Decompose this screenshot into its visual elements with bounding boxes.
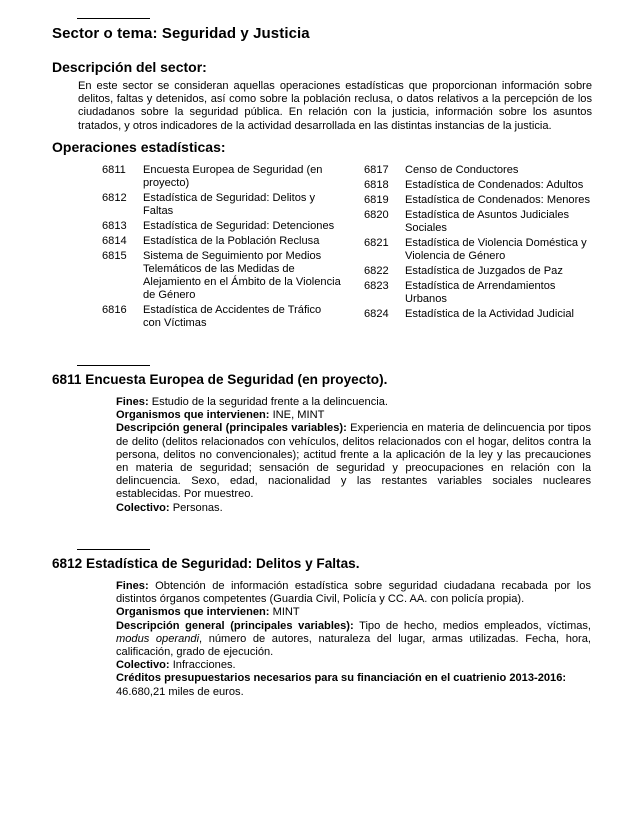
operation-item [102, 164, 342, 190]
operation-item [102, 220, 342, 233]
operation-item [364, 308, 598, 321]
colectivo-value: Personas. [169, 501, 223, 514]
fines-label: Fines: [116, 396, 149, 408]
operation-name: Estadística de Condenados: Menores [405, 194, 591, 206]
operation-code: 6812 [102, 192, 127, 204]
organismos-row [116, 606, 591, 619]
fines-value: Obtención de información estadística sobre seguridad ciudadana recabada por los distintos órganos competentes (Guardia Civil, Policía y CC. AA. con policía propia). [116, 580, 591, 606]
section-body-6812 [116, 580, 591, 699]
descripcion-label: Descripción general (principales variables): [116, 619, 354, 632]
operation-code: 6823 [364, 280, 389, 292]
sector-description-text: En este sector se consideran aquellas operaciones estadísticas que proporcionan información sobre delitos, faltas y detenidos, así como sobre la población reclusa, o datos relativos a la percepción de los ciudadanos sobre la seguridad pública. En relación con la justicia, información sobre los asuntos tratados, y otros indicadores de la actividad desarrollada en las distintas instancias de la justicia. [78, 80, 592, 132]
operation-code: 6813 [102, 220, 127, 232]
colectivo-label: Colectivo: [116, 659, 170, 672]
section-body-6811 [116, 396, 591, 515]
operations-heading: Operaciones estadísticas: [52, 139, 226, 155]
operation-code: 6821 [364, 237, 389, 249]
operation-name: Estadística de Arrendamientos Urbanos [405, 280, 556, 305]
colectivo-label: Colectivo: [116, 501, 170, 514]
operation-item [102, 250, 342, 302]
colectivo-row [116, 502, 591, 515]
fines-value: Estudio de la seguridad frente a la delincuencia. [148, 396, 388, 408]
operation-item [364, 179, 598, 192]
operation-code: 6820 [364, 209, 389, 221]
descripcion-row [116, 422, 591, 501]
operation-name: Censo de Conductores [405, 164, 519, 176]
operation-name: Estadística de Juzgados de Paz [405, 265, 563, 277]
operation-name: Encuesta Europea de Seguridad (en proyecto) [143, 164, 323, 189]
creditos-row [116, 672, 591, 685]
operation-item [102, 235, 342, 248]
operation-name: Estadística de la Actividad Judicial [405, 308, 574, 320]
section-title-6812: 6812 Estadística de Seguridad: Delitos y Faltas. [52, 556, 360, 571]
operation-code: 6817 [364, 164, 389, 176]
operation-item [364, 194, 598, 207]
operation-code: 6815 [102, 250, 127, 262]
colectivo-row [116, 659, 591, 672]
creditos-value: 46.680,21 miles de euros. [116, 685, 244, 698]
header-rule [77, 18, 150, 19]
organismos-value: INE, MINT [269, 409, 325, 422]
fines-row [116, 580, 591, 606]
descripcion-value: Experiencia en materia de delincuencia por tipos de delito (delitos relacionados con vehículos, delitos relacionados con el hogar, delitos contra la persona, delitos no convencionales); actitud frente a la aplicación de la ley y las precauciones en materia de seguridad; sensación de seguridad y preocupaciones en relación con la delincuencia. Sexo, edad, nacionalidad y las restantes variables sociales nucleares establecidas. Por muestreo. [116, 422, 591, 501]
operation-item [102, 192, 342, 218]
organismos-value: MINT [269, 606, 300, 619]
descripcion-value-a: Tipo de hecho, medios empleados, víctimas, [353, 619, 591, 632]
operation-name: Sistema de Seguimiento por Medios Telemáticos de las Medidas de Alejamiento en el Ámbito de la Violencia de Género [143, 250, 341, 301]
operation-code: 6814 [102, 235, 127, 247]
section-title-6811: 6811 Encuesta Europea de Seguridad (en proyecto). [52, 372, 388, 387]
operation-code: 6811 [102, 164, 126, 176]
operation-code: 6816 [102, 304, 127, 316]
section-rule-6811 [77, 365, 150, 366]
operations-list-right [364, 164, 598, 323]
sector-title: Sector o tema: Seguridad y Justicia [52, 25, 310, 42]
operation-code: 6822 [364, 265, 389, 277]
descripcion-row [116, 620, 591, 660]
descripcion-value-b: , número de autores, naturaleza del lugar, armas utilizadas. Fecha, hora, calificación, grado de ejecución. [116, 632, 591, 659]
organismos-label: Organismos que intervienen: [116, 409, 270, 422]
operation-name: Estadística de Seguridad: Delitos y Faltas [143, 192, 316, 217]
operation-item [364, 280, 598, 306]
operation-item [364, 209, 598, 235]
operation-name: Estadística de Accidentes de Tráfico con Víctimas [143, 304, 322, 329]
operation-code: 6819 [364, 194, 389, 206]
fines-row [116, 396, 591, 409]
operation-item [364, 265, 598, 278]
operation-name: Estadística de la Población Reclusa [143, 235, 320, 247]
organismos-row [116, 409, 591, 422]
sector-description-heading: Descripción del sector: [52, 59, 207, 75]
organismos-label: Organismos que intervienen: [116, 606, 270, 619]
fines-label: Fines: [116, 580, 149, 592]
operation-name: Estadística de Asuntos Judiciales Sociales [405, 209, 570, 234]
operation-code: 6818 [364, 179, 389, 191]
operation-name: Estadística de Violencia Doméstica y Violencia de Género [405, 237, 587, 262]
colectivo-value: Infracciones. [169, 659, 236, 672]
operation-item [364, 164, 598, 177]
operation-item [102, 304, 342, 330]
operations-list-left [102, 164, 342, 332]
descripcion-label: Descripción general (principales variables): [116, 422, 347, 435]
creditos-label: Créditos presupuestarios necesarios para su financiación en el cuatrienio 2013-2016: [116, 672, 567, 685]
operation-item [364, 237, 598, 263]
operation-code: 6824 [364, 308, 389, 320]
operation-name: Estadística de Condenados: Adultos [405, 179, 584, 191]
section-rule-6812 [77, 549, 150, 550]
operation-name: Estadística de Seguridad: Detenciones [143, 220, 335, 232]
descripcion-value-italic: modus operandi [116, 632, 200, 645]
